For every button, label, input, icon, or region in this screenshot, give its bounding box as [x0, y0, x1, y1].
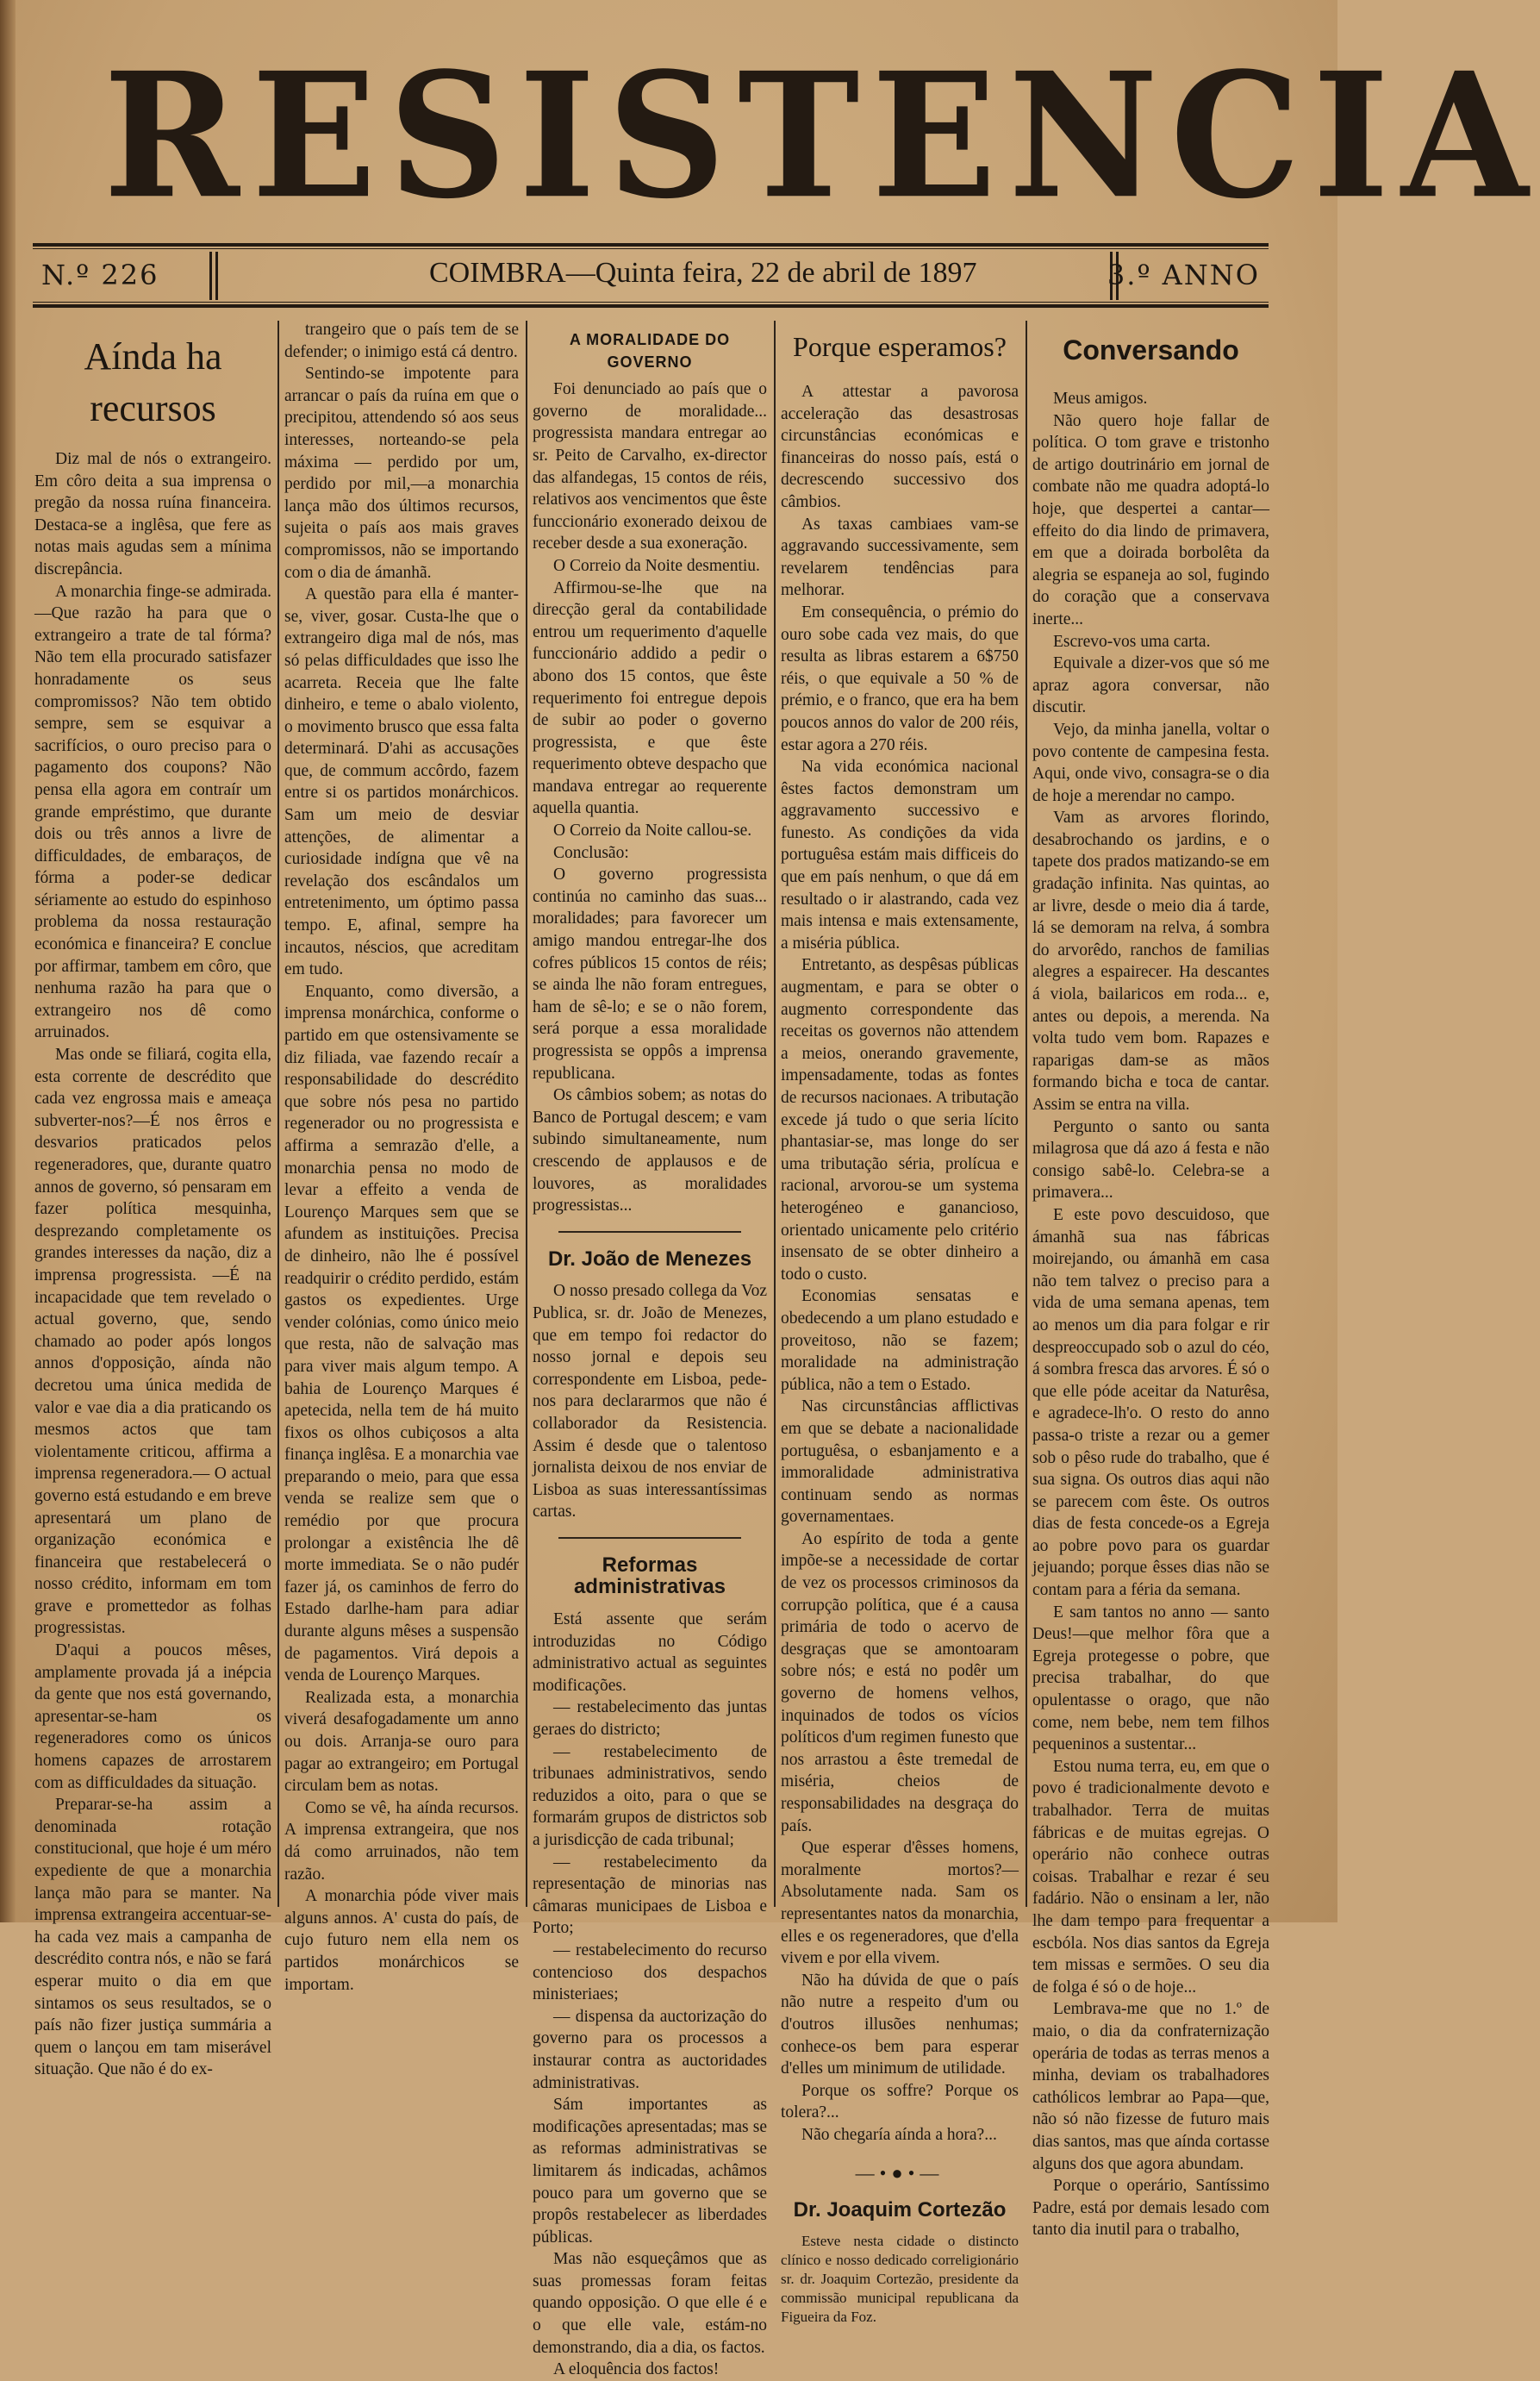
paragraph: O nosso presado collega da Voz Publica, sr. dr. João de Menezes, que em tempo foi redactor do nosso jornal e depois seu correspondente em Lisboa, pede-nos para declararmos que não é collaborador da Resistencia. Assim é desde que o talentoso jornalista deixou de nos enviar de Lisboa as suas interessantíssimas cartas. — [533, 1282, 767, 1522]
paragraph: D'aqui a poucos mêses, amplamente provada já a inépcia da gente que nos está governando, apresentar-se-ham os regeneradores como os únicos homens capazes de arrostarem com as difficuldades da situação. — [34, 1641, 271, 1792]
article-heading: Reformas administrativas — [573, 1553, 726, 1599]
column-rule — [277, 321, 279, 1907]
paragraph: — restabelecimento da representação de minorias nas câmaras municipaes de Lisboa e Porto; — [533, 1853, 767, 1938]
divider — [33, 243, 1269, 247]
divider — [209, 252, 212, 300]
article-heading: A MORALIDADE DO GOVERNO — [569, 331, 731, 371]
paragraph: Os câmbios sobem; as notas do Banco de Portugal descem; e vam subindo simultaneamente, num crescendo de applausos e de louvores, as moralidades progressistas... — [533, 1086, 767, 1215]
column-4 — [781, 319, 1019, 2325]
article-heading: Porque esperamos? — [793, 331, 1007, 362]
paragraph: Sám importantes as modificações apresentadas; mas se as reformas administrativas se limitarem ás indicadas, achâmos pouco para um governo que se propôs restabelecer as liberdades públicas. — [533, 2096, 767, 2247]
paragraph: — restabelecimento do recurso contencioso dos despachos ministeriaes; — [533, 1940, 767, 2004]
paragraph: Entretanto, as despêsas públicas augmentam, e para se obter o augmento correspondente das receitas os governos não attendem a meios, onerando gravemente, impensadamente, todas as fontes de recursos nacionaes. A tributação excede já tudo o que seria lícito phantasiar-se, mas longe do ser uma tributação séria, prolícua e racional, arvorou-se um systema heterogéneo e ganancioso, orientado unicamente pelo critério insensato de se obter dinheiro a todo o custo. — [781, 956, 1019, 1284]
paragraph: Pergunto o santo ou santa milagrosa que dá azo á festa e não consigo sabê-lo. Celebra-se a primavera... — [1032, 1117, 1269, 1203]
paragraph: Está assente que serám introduzidas no Código administrativo actual as seguintes modificações. — [533, 1610, 767, 1695]
paragraph: Não ha dúvida de que o país não nutre a respeito d'um ou d'outros illusões nenhumas; conhece-os bem para esperar d'elles um minimum de utilidade. — [781, 1971, 1019, 2078]
paragraph: O Correio da Noite callou-se. — [553, 822, 752, 841]
paragraph: A monarchia póde viver mais alguns annos. A' custa do país, de cujo futuro nem ella nem os partidos monárchicos se importam. — [284, 1887, 519, 1994]
divider — [215, 252, 218, 300]
paragraph: A questão para ella é manter-se, viver, gosar. Custa-lhe que o extrangeiro diga mal de nós, mas só pelas difficuldades que isso lhe acarreta. Receia que lhe falte dinheiro, e teme o abalo violento, o movimento brusco que essa falta determinará. D'ahi as accusações que, de commum accôrdo, fazem entre si os partidos monárchicos. Sam um meio de desviar attenções, de alimentar a curiosidade indígna que vê na revelação dos escândalos um entretenimento, um óptimo passa tempo. E, afinal, sempre ha incautos, néscios, que acreditam em tudo. — [284, 585, 519, 979]
paragraph: Enquanto, como diversão, a imprensa monárchica, conforme o partido em que ostensivamente se diz filiada, vae fazendo recaír a responsabilidade do descrédito que sobre nós pesa no partido regenerador ou no progressista e affirma a semrazão d'elle, a monarchia pensa no modo de levar a effeito a venda de Lourenço Marques sem que se afundem as instituições. Precisa de dinheiro, não lhe é possível readquirir o crédito perdido, estám gastos os expedientes. Urge vender colónias, como único meio que resta, não de salvação mas para viver mais algum tempo. A bahia de Lourenço Marques é apetecida, nella tem de há muito fixos os olhos cubiçosos a alta finança inglêsa. E a monarchia vae preparando o meio, para que essa venda se realize sem que o remédio por que procura prolongar a existência lhe dê morte immediata. Se o não pudér fazer já, os caminhos de ferro do Estado darlhe-ham para adiar durante alguns mêses a suspensão de pagamentos. Virá depois a venda de Lourenço Marques. — [284, 982, 519, 1685]
paragraph: Lembrava-me que no 1.º de maio, o dia da confraternização operária de todas as terras menos a minha, deviam os trabalhadores cathólicos lembrar ao Papa—que, não só não fizesse de futuro mais dias santos, mas que aínda cortasse alguns dos que agora abundam. — [1032, 2000, 1269, 2173]
paragraph: Affirmou-se-lhe que na direcção geral da contabilidade entrou um requerimento d'aquelle funccionário addido a pedir o abono dos 15 contos, que êste requerimento foi entregue depois de subir ao poder o governo progressista, e que êste requerimento obteve despacho que mandava entregar ao requerente aquella quantia. — [533, 578, 767, 818]
article-heading: Dr. Joaquim Cortezão — [793, 2198, 1007, 2222]
paragraph: Em consequência, o prémio do ouro sobe cada vez mais, do que resulta as libras estarem a 6$750 réis, o que equivale a 50 % de prémio, e o franco, que era ha bem poucos annos do valor de 200 réis, estar agora a 270 réis. — [781, 603, 1019, 754]
paragraph: Que esperar d'êsses homens, moralmente mortos?—Absolutamente nada. Sam os representantes natos da monarchia, elles e os regeneradores, que d'ella vivem e por ella vivem. — [781, 1839, 1019, 1968]
paragraph: Conclusão: — [553, 843, 629, 862]
paragraph: E sam tantos no anno — santo Deus!—que melhor fôra que a Egreja protegesse o pobre, que precisa trabalhar, do que opulentasse o orago, que não come, nem bebe, nem tem filhos pequeninos a sustentar... — [1032, 1603, 1269, 1754]
column-3 — [533, 319, 767, 2379]
paragraph: Não chegaría aínda a hora?... — [801, 2125, 997, 2144]
paragraph: Porque o operário, Santíssimo Padre, está por demais lesado com tanto dia inutil para o trabalho, — [1032, 2177, 1269, 2240]
paragraph: Realizada esta, a monarchia viverá desafogadamente um anno ou dois. Arranja-se ouro para pagar ao extrangeiro; em Portugal circulam bem as notas. — [284, 1688, 519, 1796]
masthead-title: RESISTENCIA — [103, 34, 1540, 237]
paragraph: Mas não esqueçâmos que as suas promessas foram feitas quando opposição. O que elle é e o que elle vale, estám-no demonstrando, dia a dia, os factos. — [533, 2250, 767, 2357]
paragraph: A eloquência dos factos! — [553, 2360, 720, 2379]
paragraph: Foi denunciado ao país que o governo de moralidade... progressista mandara entregar ao sr. Peito de Carvalho, ex-director das alfandegas, 15 contos de réis, relativos aos vencimentos que êste funccionário exonerado deixou de receber desde a sua exoneração. — [533, 380, 767, 553]
column-5 — [1032, 319, 1269, 2240]
column-2 — [284, 319, 519, 1994]
paragraph: — dispensa da auctorização do governo para os processos a instaurar contra as auctoridades administrativas. — [533, 2007, 767, 2092]
paragraph: Esteve nesta cidade o distincto clínico e nosso dedicado correligionário sr. dr. Joaquim Cortezão, presidente da commissão municipal republicana da Figueira da Foz. — [781, 2232, 1019, 2325]
issue-year: 3.º ANNO — [1107, 259, 1260, 291]
divider — [33, 304, 1269, 308]
article-heading: Dr. João de Menezes — [547, 1247, 752, 1271]
paragraph: — restabelecimento de tribunaes administrativos, sendo reduzidos a oito, para o que se formarám grupos de districtos sob a jurisdicção de cada tribunal; — [533, 1742, 767, 1849]
page-spine — [0, 0, 16, 1922]
divider — [33, 248, 1269, 249]
paragraph: Nas circunstâncias afflictivas em que se debate a nacionalidade portuguêsa, o esbanjamento e a immoralidade administrativa continuam sendo as normas governamentaes. — [781, 1397, 1019, 1527]
divider — [558, 1231, 741, 1233]
paragraph: Porque os soffre? Porque os tolera?... — [781, 2081, 1019, 2122]
paragraph: E este povo descuidoso, que ámanhã sua nas fábricas moirejando, ou ámanhã em casa não tem talvez o preciso para a vida de uma semana apenas, tem ao menos um dia para folgar e rir despreoccupado sob o azul do céo, á sombra fresca das arvores. É só o que elle póde aceitar da Naturêsa, e agradece-lh'o. O resto do anno passa-o triste a rezar ou a gemer sob o pêso rude do trabalho, que é sua signa. Os outros dias aqui não se parecem com êste. Os outros dias de festa concede-os a Egreja ao pobre povo para os guardar jejuando; porque êsses dias não se contam para a féria da semana. — [1032, 1205, 1269, 1600]
ornament-divider: —•●•— — [855, 2161, 945, 2184]
column-rule — [1026, 321, 1027, 1907]
info-bar — [33, 252, 1269, 305]
paragraph: Como se vê, ha aínda recursos. A imprensa extrangeira, que nos dá como arruinados, não tem razão. — [284, 1798, 519, 1884]
paragraph: Vam as arvores florindo, desabrochando os jardins, e o tapete dos prados matizando-se em gradação infinita. Nas quintas, ao ar livre, desde o meio dia á tarde, lá se demoram na relva, á sombra do arvorêdo, ranchos de familias alegres a espairecer. Ha descantes á viola, bailaricos em roda... e, antes ou depois, a merenda. Na volta tudo vem bom. Rapazes e raparigas dam-se as mãos formando bicha e toca de cantar. Assim se entra na villa. — [1032, 809, 1269, 1114]
paragraph: Ao espírito de toda a gente impõe-se a necessidade de cortar de vez os processos criminosos da corrupção política, que é a causa primária de todo o acervo de desgraças que se amontoaram sobre nós; e está no podêr um governo de homens velhos, inquinados de todos os vícios políticos d'um regimen funesto que nos arrastou a êste tremedal de miséria, cheios de responsabilidades na desgraça do país. — [781, 1529, 1019, 1835]
paragraph: Escrevo-vos uma carta. — [1053, 632, 1211, 651]
paragraph: — restabelecimento das juntas geraes do districto; — [533, 1698, 767, 1740]
paragraph: Mas onde se filiará, cogita ella, esta corrente de descrédito que cada vez engrossa mais e ameaça subverter-nos?—É nos êrros e desvarios praticados pelos regeneradores, que, durante quatro annos de governo, só pensaram em fazer política mesquinha, desprezando completamente os grandes interesses da nação, diz a imprensa progressista. —É na incapacidade que tem revelado o actual governo, que, sendo chamado ao poder após longos annos d'opposição, aínda não decretou uma única medida de valor e vae dia a dia praticando os mesmos actos que tam violentamente criticou, affirma a imprensa regeneradora.— O actual governo está estudando e em breve apresentará um plano de organização económica e financeira que restabelecerá o nosso crédito, informam em tom grave e promettedor as folhas progressistas. — [34, 1046, 271, 1638]
paragraph: Na vida económica nacional êstes factos demonstram um aggravamento successivo e funesto. As condições da vida portuguêsa estám mais difficeis do que em país nenhum, o que dá em resultado o ir alastrando, cada vez mais intensa e mais extensamente, a miséria pública. — [781, 758, 1019, 953]
divider — [33, 302, 1269, 303]
paragraph: Estou numa terra, eu, em que o povo é tradicionalmente devoto e trabalhador. Terra de muitas fábricas e de muitas egrejas. O operário não conhece outras coisas. Trabalhar e rezar é seu fadário. Não o ensinam a ler, não lhe dam tempo para frequentar a escbóla. Nos dias santos da Egreja tem missas e sermões. O seu dia de folga é só o de hoje... — [1032, 1757, 1269, 1997]
paragraph: Diz mal de nós o extrangeiro. Em côro deita a sua imprensa o pregão da nossa ruína financeira. Destaca-se a inglêsa, que fere as notas mais agudas sem a mínima discrepância. — [34, 450, 271, 578]
paragraph: A attestar a pavorosa acceleração das desastrosas circunstâncias económicas e financeiras do nosso país, está o decrescendo successivo dos câmbios. — [781, 383, 1019, 511]
article-heading: Aínda ha recursos — [84, 335, 222, 429]
paragraph: Sentindo-se impotente para arrancar o país da ruína em que o precipitou, attendendo só aos seus interesses, norteando-se pela máxima — perdido por um, perdido por mil,—a monarchia lança mão dos últimos recursos, sujeita o país aos mais graves compromissos, não se importando com o dia de ámanhã. — [284, 365, 519, 582]
column-1 — [34, 319, 271, 2079]
issue-number: N.º 226 — [41, 259, 159, 291]
paragraph: Preparar-se-ha assim a denominada rotação constitucional, que hoje é um méro expediente de que a monarchia lança mão para se manter. Na imprensa extrangeira accentuar-se-ha cada vez mais a campanha de descrédito contra nós, e não se fará esperar muito o dia em que sintamos os seus resultados, se o país não fizer justiça summária a quem o lançou em tam miserável situação. Que não é do ex- — [34, 1796, 271, 2079]
paragraph: Não quero hoje fallar de política. O tom grave e tristonho de artigo doutrinário em jornal de combate não me quadra adoptá-lo hoje, que despertei a cantar—effeito do dia lindo de primavera, em que a doirada borbolêta da alegria se espaneja ao sol, fugindo do coração que a conservava inerte... — [1032, 411, 1269, 628]
column-rule — [774, 321, 776, 1907]
issue-date: COIMBRA—Quinta feira, 22 de abril de 1897 — [429, 257, 977, 289]
article-heading: Conversando — [1063, 334, 1239, 366]
paragraph: Equivale a dizer-vos que só me apraz agora conversar, não discutir. — [1032, 654, 1269, 717]
paragraph: trangeiro que o país tem de se defender; o inimigo está cá dentro. — [284, 321, 519, 361]
paragraph: O Correio da Noite desmentiu. — [553, 556, 760, 575]
divider — [558, 1537, 741, 1539]
paragraph: A monarchia finge-se admirada. —Que razão ha para que o extrangeiro a trate de tal fórma? Não tem ella procurado satisfazer honradamente os seus compromissos? Não tem obtido sempre, sem se esquivar a sacrifícios, o ouro preciso para o pagamento dos coupons? Não pensa ella agora em contraír um grande empréstimo, que durante dois ou três annos a livre de difficuldades, de embaraços, de fórma a poder-se dedicar sériamente ao estudo do espinhoso problema da nossa restauração económica e financeira? E conclue por affirmar, tambem em côro, que nenhuma razão ha para que o extrangeiro nos dê como arruinados. — [34, 582, 271, 1042]
paragraph: As taxas cambiaes vam-se aggravando successivamente, sem revelarem tendências para melhorar. — [781, 515, 1019, 600]
column-rule — [526, 321, 527, 1907]
paragraph: O governo progressista continúa no caminho das suas... moralidades; para favorecer um amigo mandou entregar-lhe dos cofres públicos 15 contos de réis; se ainda lhe não foram entregues, ham de sê-lo; e se o não forem, será porque a essa moralidade progressista se oppôs a imprensa republicana. — [533, 866, 767, 1083]
paragraph: Vejo, da minha janella, voltar o povo contente de campesina festa. Aqui, onde vivo, consagra-se o dia de hoje a merendar no campo. — [1032, 720, 1269, 805]
paragraph: Economias sensatas e obedecendo a um plano estudado e proveitoso, não se fazem; moralidade na administração pública, não a tem o Estado. — [781, 1287, 1019, 1394]
paragraph: Meus amigos. — [1053, 390, 1148, 408]
